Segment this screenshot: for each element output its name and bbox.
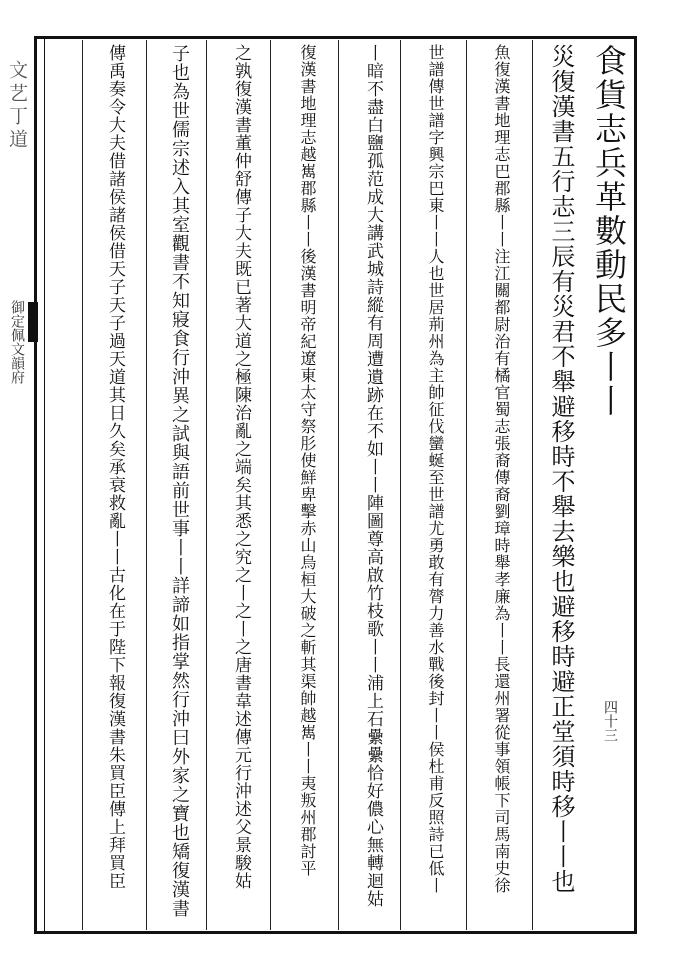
edition-label: 御定佩文韻府: [9, 300, 25, 384]
column-rule: [82, 40, 83, 930]
frame-inner-rule: [44, 36, 45, 934]
text-column-9: 傳禹奏令大夫借諸侯諸侯借天子天子過天道其日久矣承衰救亂丨丨古化在于陛下報復漢書朱買臣傳上拜買臣: [105, 44, 125, 890]
text-column-1: 食貨志兵革數動民多丨丨: [590, 44, 628, 418]
text-column-3: 魚復漢書地理志巴郡縣丨丨注江關都尉治有橘官蜀志張裔傳裔劉璋時舉孝廉為丨丨長還州署從事領帳下司馬南史徐: [492, 44, 511, 894]
column-rule: [338, 40, 339, 930]
column-rule: [206, 40, 207, 930]
column-rule: [400, 40, 401, 930]
text-column-5: 丨暗不盡白鹽孤范成大講武城詩縱有周遭遺跡在不如丨丨陣圖尊高啟竹枝歌丨丨浦上石纍纍恰好儂心無轉迴姑: [363, 44, 383, 908]
text-column-7: 之孰復漢書董仲舒傳子大夫既已著大道之極陳治亂之端矣其悉之究之丨之丨之唐書韋述傳元行沖述父景駿姑: [231, 44, 251, 890]
margin-side-text: 文艺丁道: [6, 60, 28, 152]
text-column-4: 世譜傳世譜字興宗巴東丨丨人也世居荊州為主帥征伐蠻蜒至世譜尤勇敢有膂力善水戰後封丨丨侯杜甫反照詩已低丨: [426, 44, 445, 894]
text-column-6: 復漢書地理志越嶲郡縣丨丨後漢書明帝紀遼東太守祭肜使鮮卑擊赤山烏桓大破之斬其渠帥越嶲丨丨夷叛州郡討平: [298, 44, 317, 877]
folio-number: 四十三: [602, 700, 618, 742]
column-rule: [532, 40, 533, 930]
column-rule: [466, 40, 467, 930]
text-column-2: 災復漢書五行志三辰有災君不舉避移時不舉去樂也避移時避正堂須時移丨丨也: [547, 44, 575, 894]
column-rule: [270, 40, 271, 930]
column-rule: [146, 40, 147, 930]
text-column-8: 子也為世儒宗述入其室觀書不知寢食行沖異之試與語前世事丨丨詳諦如指掌然行沖曰外家之寶也矯復漢書: [169, 44, 190, 918]
